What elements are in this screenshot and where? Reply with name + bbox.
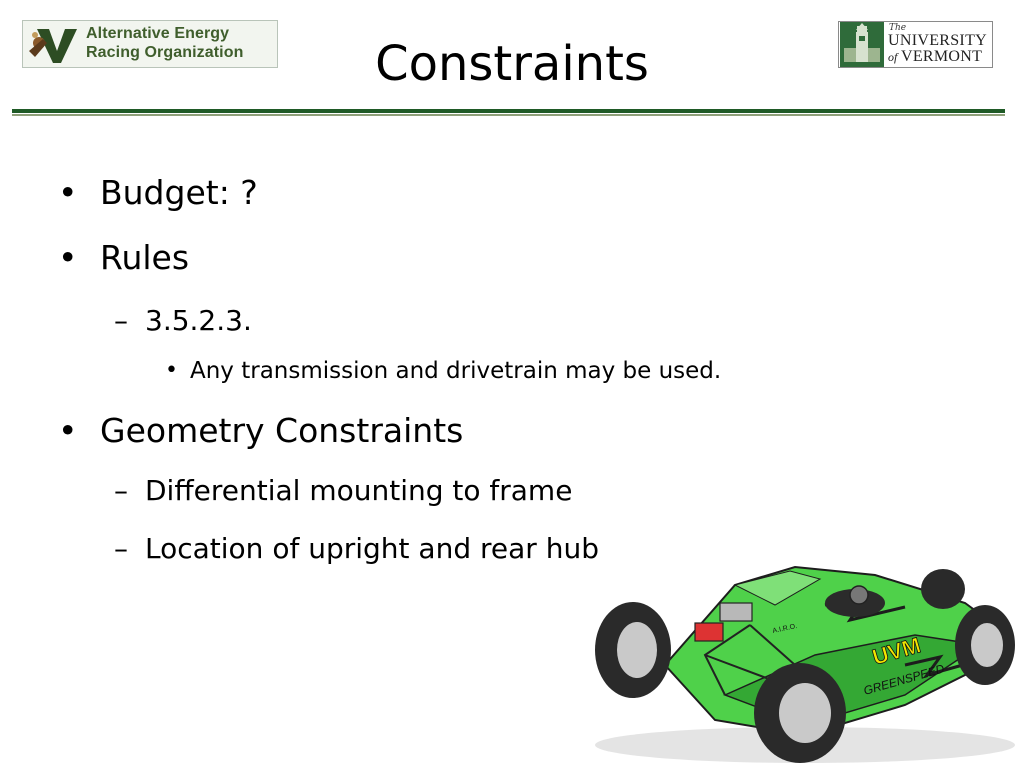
uvm-tower-icon <box>840 22 884 67</box>
bullet-marker: • <box>58 411 78 450</box>
logo-vermont: VERMONT <box>901 48 983 65</box>
university-of-vermont-logo <box>838 21 993 68</box>
dash-marker: – <box>114 532 128 565</box>
slide-title: Constraints <box>375 36 649 92</box>
car-livery-greenspeed: GREENSPEED <box>861 661 946 698</box>
car-livery-uvm: UVM <box>869 632 924 670</box>
car-wheel <box>921 569 965 609</box>
sub-sub-bullet-transmission: Any transmission and drivetrain may be used. <box>190 358 722 384</box>
car-badge: A.I.R.O. <box>771 622 798 635</box>
logo-the: The <box>889 23 907 33</box>
race-car-illustration <box>575 545 1024 768</box>
bullet-marker: • <box>58 173 78 212</box>
header-rule <box>12 109 1005 113</box>
bullet-rules: Rules <box>100 238 190 277</box>
bullet-geometry: Geometry Constraints <box>100 411 464 450</box>
dash-marker: – <box>114 304 128 337</box>
dash-marker: – <box>114 474 128 507</box>
logo-line-2: Racing Organization <box>86 44 244 61</box>
sub-bullet-rule-number: 3.5.2.3. <box>145 304 252 337</box>
sub-bullet-differential: Differential mounting to frame <box>145 474 573 507</box>
sub-bullet-upright: Location of upright and rear hub <box>145 532 599 565</box>
header-rule-shadow <box>12 114 1005 116</box>
car-wheel <box>955 605 1015 685</box>
bullet-marker-small: • <box>165 358 178 383</box>
bullet-marker: • <box>58 238 78 277</box>
bullet-budget: Budget: ? <box>100 173 258 212</box>
logo-of: of <box>888 50 898 64</box>
car-wheel <box>754 663 846 763</box>
logo-university: UNIVERSITY <box>888 32 987 49</box>
car-wheel <box>595 602 671 698</box>
logo-line-1: Alternative Energy <box>86 25 230 42</box>
